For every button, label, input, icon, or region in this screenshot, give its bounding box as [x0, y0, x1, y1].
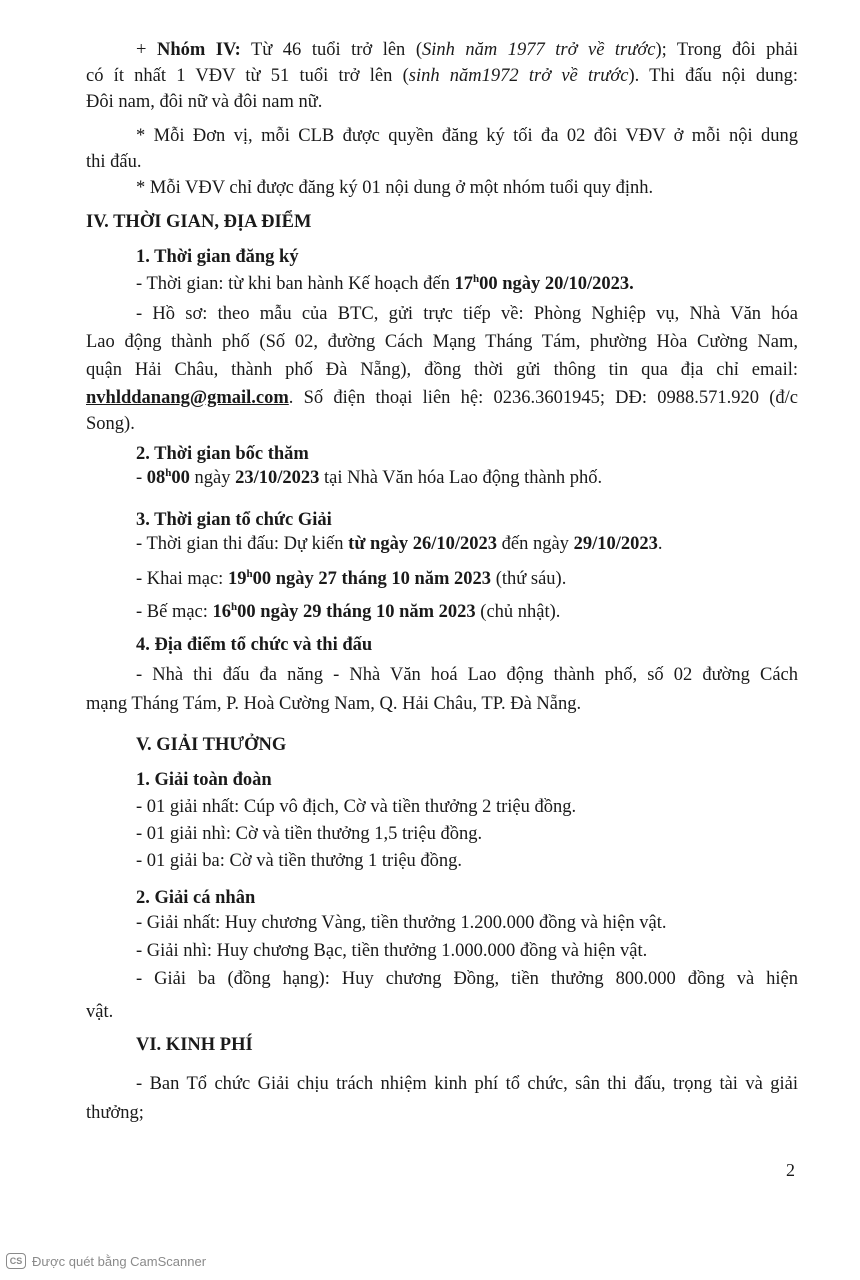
camscanner-logo-icon: CS	[6, 1253, 26, 1269]
dossier-line-4: nvhlddanang@gmail.com. Số điện thoại liên hệ: 0236.3601945; DĐ: 0988.571.920 (đ/c	[86, 388, 798, 408]
subsection-team-prize-heading: 1. Giải toàn đoàn	[136, 770, 272, 790]
section-iv-heading: IV. THỜI GIAN, ĐỊA ĐIỂM	[86, 212, 312, 232]
group-iv-line-2: có ít nhất 1 VĐV từ 51 tuổi trở lên (sinh năm1972 trở về trước). Thi đấu nội dung:	[86, 66, 798, 86]
funding-line-1: - Ban Tổ chức Giải chịu trách nhiệm kinh phí tổ chức, sân thi đấu, trọng tài và giải	[136, 1074, 798, 1094]
rule-athlete-line: * Mỗi VĐV chỉ được đăng ký 01 nội dung ở một nhóm tuổi quy định.	[136, 178, 654, 198]
rule-registration-line-1: * Mỗi Đơn vị, mỗi CLB được quyền đăng ký tối đa 02 đôi VĐV ở mỗi nội dung	[136, 126, 798, 146]
dossier-line-1: - Hồ sơ: theo mẫu của BTC, gửi trực tiếp về: Phòng Nghiệp vụ, Nhà Văn hóa	[136, 304, 798, 324]
individual-prize-third-line-1: - Giải ba (đồng hạng): Huy chương Đồng, tiền thưởng 800.000 đồng và hiện	[136, 969, 798, 989]
team-prize-first: - 01 giải nhất: Cúp vô địch, Cờ và tiền thưởng 2 triệu đồng.	[136, 797, 577, 817]
registration-time-line: - Thời gian: từ khi ban hành Kế hoạch đến 17$^h$00 ngày 20/10/2023.	[136, 273, 634, 294]
venue-line-2: mạng Tháng Tám, P. Hoà Cường Nam, Q. Hải Châu, TP. Đà Nẵng.	[86, 694, 582, 714]
team-prize-third: - 01 giải ba: Cờ và tiền thưởng 1 triệu đồng.	[136, 851, 463, 871]
section-v-heading: V. GIẢI THƯỞNG	[136, 735, 287, 755]
group-iv-line-1: + Nhóm IV: Từ 46 tuổi trở lên (Sinh năm 1977 trở về trước); Trong đôi phải	[136, 40, 798, 60]
closing-line: - Bế mạc: 16$^h$00 ngày 29 tháng 10 năm 2023 (chủ nhật).	[136, 601, 561, 622]
email-link[interactable]: nvhlddanang@gmail.com	[86, 388, 289, 408]
funding-line-2: thưởng;	[86, 1103, 144, 1123]
draw-time-line: - 08$^h$00 ngày 23/10/2023 tại Nhà Văn hóa Lao động thành phố.	[136, 467, 603, 488]
dossier-line-3: quận Hải Châu, thành phố Đà Nẵng), đồng thời gửi thông tin qua địa chỉ email:	[86, 360, 798, 380]
group-iv-line-3: Đôi nam, đôi nữ và đôi nam nữ.	[86, 92, 323, 112]
section-vi-heading: VI. KINH PHÍ	[136, 1035, 253, 1055]
competition-time-line: - Thời gian thi đấu: Dự kiến từ ngày 26/10/2023 đến ngày 29/10/2023.	[136, 534, 663, 554]
individual-prize-first: - Giải nhất: Huy chương Vàng, tiền thưởng 1.200.000 đồng và hiện vật.	[136, 913, 667, 933]
team-prize-second: - 01 giải nhì: Cờ và tiền thưởng 1,5 triệu đồng.	[136, 824, 483, 844]
subsection-individual-prize-heading: 2. Giải cá nhân	[136, 888, 256, 908]
opening-line: - Khai mạc: 19$^h$00 ngày 27 tháng 10 năm 2023 (thứ sáu).	[136, 568, 567, 589]
subsection-registration-heading: 1. Thời gian đăng ký	[136, 247, 299, 267]
dossier-line-2: Lao động thành phố (Số 02, đường Cách Mạng Tháng Tám, phường Hòa Cường Nam,	[86, 332, 798, 352]
venue-line-1: - Nhà thi đấu đa năng - Nhà Văn hoá Lao động thành phố, số 02 đường Cách	[136, 665, 798, 685]
individual-prize-second: - Giải nhì: Huy chương Bạc, tiền thưởng 1.000.000 đồng và hiện vật.	[136, 941, 648, 961]
individual-prize-third-line-2: vật.	[86, 1002, 114, 1022]
rule-registration-line-2: thi đấu.	[86, 152, 142, 172]
subsection-draw-heading: 2. Thời gian bốc thăm	[136, 444, 309, 464]
camscanner-footer	[6, 1251, 206, 1271]
page-number: 2	[786, 1160, 795, 1180]
subsection-organize-heading: 3. Thời gian tổ chức Giải	[136, 510, 332, 530]
camscanner-watermark-text: Được quét bằng CamScanner	[32, 1253, 207, 1269]
subsection-venue-heading: 4. Địa điểm tổ chức và thi đấu	[136, 635, 373, 655]
dossier-line-5: Song).	[86, 414, 135, 434]
